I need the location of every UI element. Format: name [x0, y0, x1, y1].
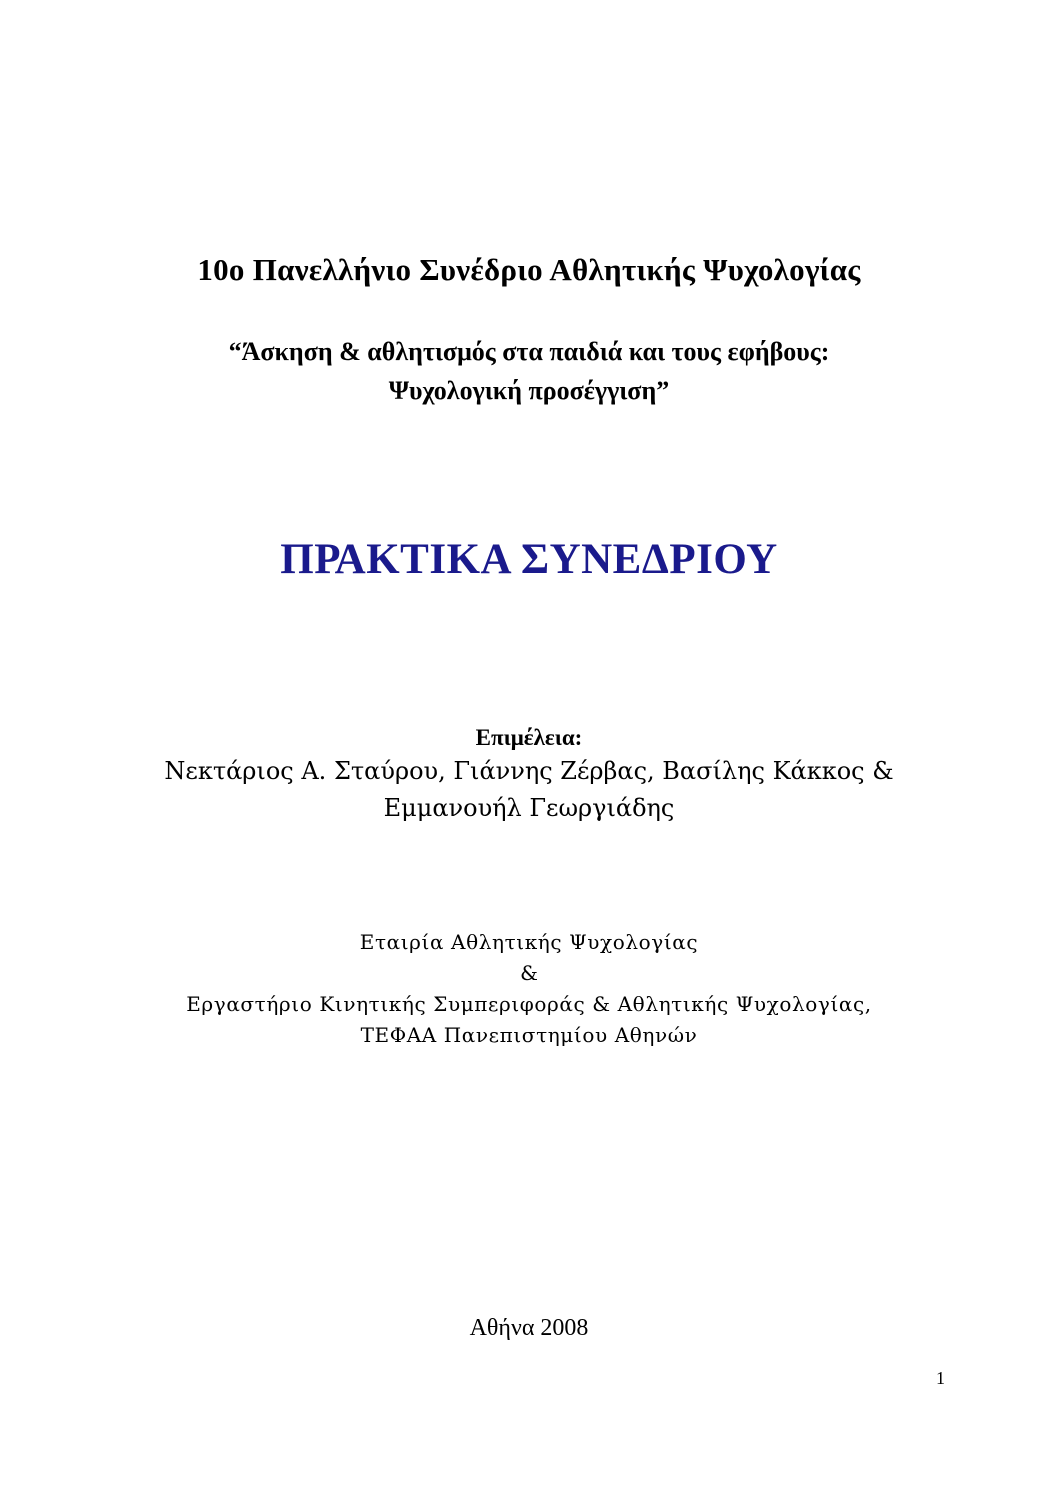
editors-label: Επιμέλεια: — [475, 725, 583, 750]
place-and-year: Αθήνα 2008 — [469, 1315, 589, 1341]
subtitle-line-1: “Άσκηση & αθλητισμός στα παιδιά και τους εφήβους: — [228, 337, 830, 366]
editors-names-line-2: Εμμανουήλ Γεωργιάδης — [383, 794, 675, 822]
page-number: 1 — [936, 1368, 945, 1388]
subtitle-line-2: Ψυχολογική προσέγγιση” — [388, 376, 670, 405]
organization-line-2: Εργαστήριο Κινητικής Συμπεριφοράς & Αθλητικής Ψυχολογίας, — [186, 992, 872, 1016]
organization-line-1: Εταιρία Αθλητικής Ψυχολογίας — [359, 930, 699, 954]
editors-names-line-1: Νεκτάριος Α. Σταύρου, Γιάννης Ζέρβας, Βασίλης Κάκκος & — [164, 757, 894, 785]
main-title: ΠΡΑΚΤΙΚΑ ΣΥΝΕΔΡΙΟΥ — [280, 536, 778, 583]
organization-line-3: ΤΕΦΑΑ Πανεπιστημίου Αθηνών — [360, 1023, 698, 1047]
organization-ampersand: & — [520, 961, 538, 985]
conference-title: 10ο Πανελλήνιο Συνέδριο Αθλητικής Ψυχολογίας — [197, 252, 861, 287]
